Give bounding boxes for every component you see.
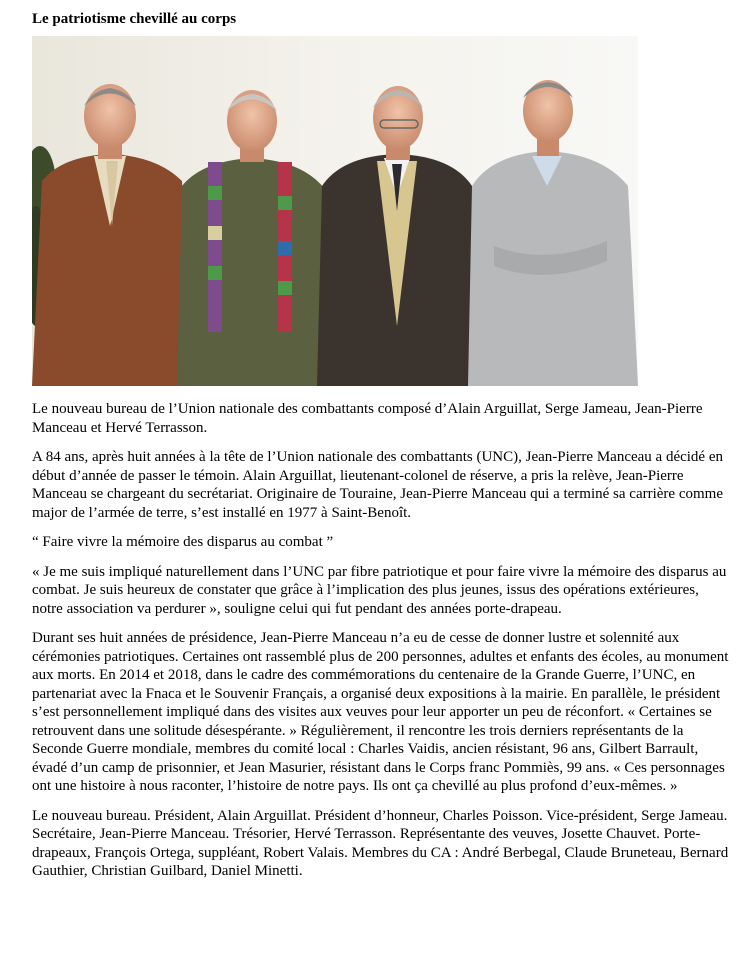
paragraph-presidency: Durant ses huit années de présidence, Jean-Pierre Manceau n’a eu de cesse de donner lustre et solennité aux cérémonies patriotiques. Certaines ont rassemblé plus de 200 personnes, adultes et enfants des écoles, au monument aux morts. En 2014 et 2018, dans le cadre des commémorations du centenaire de la Grande Guerre, l’UNC, en partenariat avec la Fnaca et le Souvenir Français, a organisé deux expositions à la mairie. En parallèle, le président s’est personnellement impliqué dans des visites aux veuves pour leur apporter un peu de réconfort. « Certaines se retrouvent dans une solitude désespérante. » Régulièrement, il rencontre les trois derniers représentants de la Seconde Guerre mondiale, membres du comité local : Charles Vaidis, ancien résistant, 96 ans, Gilbert Barrault, évadé d’un camp de prisonnier, et Jean Masurier, résistant dans le Corps franc Pommiès, 99 ans. « Ces personnages ont une histoire à nous raconter, l’histoire de notre pays. Ils ont ça chevillé au plus profond d’eux-mêmes. » bbox=[32, 630, 729, 794]
article bbox=[32, 10, 732, 892]
group-photo-illustration bbox=[32, 36, 638, 386]
paragraph-quote: « Je me suis impliqué naturellement dans l’UNC par fibre patriotique et pour faire vivre la mémoire des disparus au combat. Je suis heureux de constater que grâce à l’implication des plus jeunes, issus des opérations extérieures, notre association va perdurer », souligne celui qui fut pendant des années porte-drapeau. bbox=[32, 563, 727, 617]
paragraph-new-board: Le nouveau bureau. Président, Alain Arguillat. Président d’honneur, Charles Poisson. Vice-président, Serge Jameau. Secrétaire, Jean-Pierre Manceau. Trésorier, Hervé Terrasson. Représentante des veuves, Josette Chauvet. Porte-drapeaux, François Ortega, suppléant, Robert Valais. Membres du CA : André Berbegal, Claude Bruneteau, Bernard Gauthier, Christian Guilbard, Daniel Minetti. bbox=[32, 807, 729, 879]
subheading-quote: “ Faire vivre la mémoire des disparus au combat ” bbox=[32, 534, 334, 550]
article-photo bbox=[32, 36, 638, 386]
paragraph-intro: A 84 ans, après huit années à la tête de l’Union nationale des combattants (UNC), Jean-Pierre Manceau a décidé en début d’année de passer le témoin. Alain Arguillat, lieutenant-colonel de réserve, a pris la relève, Jean-Pierre Manceau se chargeant du secrétariat. Originaire de Touraine, Jean-Pierre Manceau qui a terminé sa carrière comme major de l’armée de terre, s’est installé en 1977 à Saint-Benoît. bbox=[32, 449, 723, 521]
article-title: Le patriotisme chevillé au corps bbox=[32, 11, 237, 27]
photo-caption: Le nouveau bureau de l’Union nationale des combattants composé d’Alain Arguillat, Serge Jameau, Jean-Pierre Manceau et Hervé Terrasson. bbox=[32, 401, 703, 436]
